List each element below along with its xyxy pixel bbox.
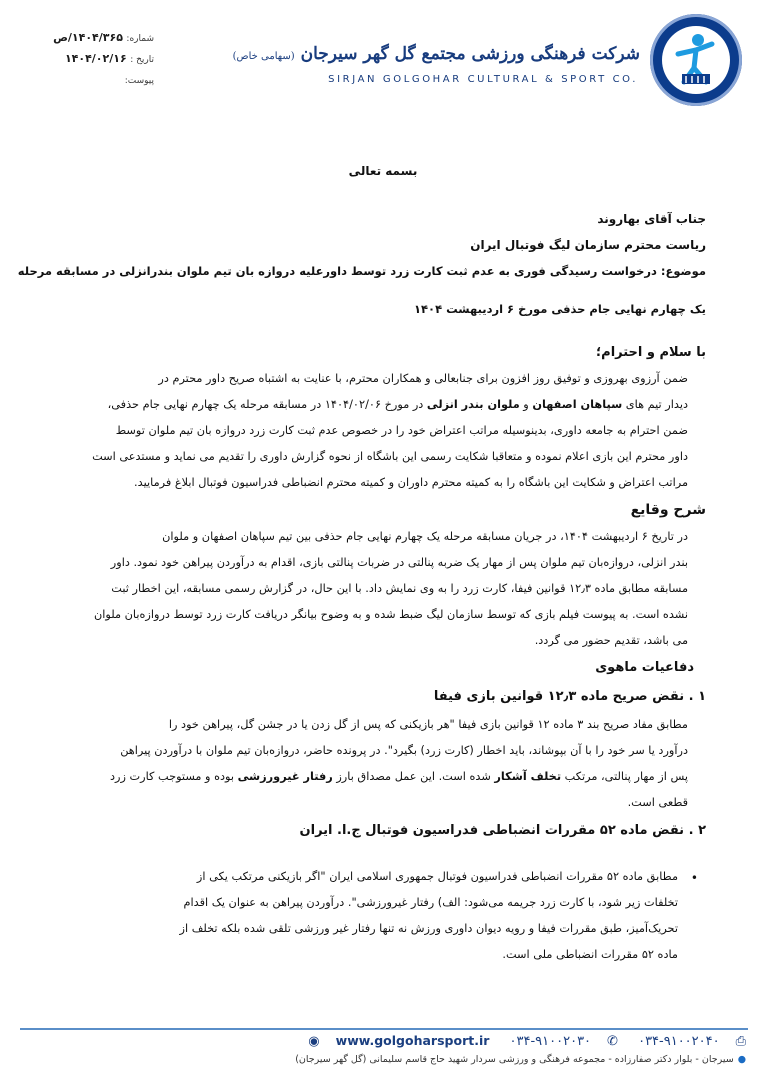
bullet-icon: •: [690, 871, 698, 885]
company-type: (سهامی خاص): [232, 51, 295, 62]
intro-line-4: داور محترم این بازی اعلام نموده و متعاقبا شکایت رسمی این باشگاه از نحوه گزارش داوری را تقدیم می نماید و مستدعی است: [92, 450, 688, 463]
point1-line-4: قطعی است.: [627, 796, 688, 809]
point2-heading: ۲ . نقض ماده ۵۲ مقررات انضباطی فدراسیون فوتبال ج.ا. ایران: [299, 823, 706, 838]
defense-heading: دفاعیات ماهوی: [595, 660, 694, 675]
recipient-name: جناب آقای بهاروند: [597, 212, 706, 226]
point2-line-3: تحریک‌آمیز، طبق مقررات فیفا و رویه دیوان داوری ورزش نه تنها رفتار غیر ورزشی تلقی شده بلکه تخلف از: [179, 922, 678, 935]
point2-line-1: مطابق ماده ۵۲ مقررات انضباطی فدراسیون فوتبال جمهوری اسلامی ایران "اگر بازیکنی مرتکب یکی از: [196, 870, 678, 883]
athlete-logo-icon: [668, 30, 724, 90]
events-line-5: می باشد، تقدیم حضور می گردد.: [534, 634, 688, 647]
subject-line-2: یک چهارم نهایی جام حذفی مورخ ۶ اردیبهشت ۱۴۰۴: [414, 302, 706, 316]
point1-line-3: پس از مهار پنالتی، مرتکب تخلف آشکار شده است. این عمل مصداق بارز رفتار غیرورزشی بوده و مستوجب کارت زرد: [109, 770, 688, 783]
intro-line-5: مراتب اعتراض و شکایت این باشگاه را به کمیته محترم داوران و کمیته محترم انضباطی فدراسیون فوتبال ابلاغ فرمایید.: [134, 476, 688, 489]
fax-icon: ⎙: [735, 1034, 746, 1049]
letter-body: [17, 158, 706, 968]
events-line-3: مسابقه مطابق ماده ۱۲٫۳ قوانین فیفا، کارت زرد را به وی نمایش داد. با این حال، در گزارش رسمی مسابقه، این اخطار ثبت: [111, 582, 688, 595]
company-name-en: SIRJAN GOLGOHAR CULTURAL & SPORT CO.: [328, 74, 638, 85]
ref-attachment-label: پیوست:: [124, 76, 154, 86]
events-line-4: نشده است. به پیوست فیلم بازی که توسط سازمان لیگ ضبط شده و به وضوح بیانگر دریافت کارت زرد توسط دروازه‌بان ملوان: [93, 608, 688, 621]
footer-divider: [20, 1028, 748, 1030]
greeting: با سلام و احترام؛: [595, 345, 706, 360]
company-name-fa-text: شرکت فرهنگی ورزشی مجتمع گل گهر سیرجان: [300, 44, 640, 64]
events-line-2: بندر انزلی، دروازه‌بان تیم ملوان پس از مهار یک ضربه پنالتی در ضربات پنالتی بازی، اقدام به درآوردن پیراهن خود نمود. داور: [110, 556, 688, 569]
events-heading: شرح وقایع: [630, 502, 706, 518]
intro-paragraph: [60, 366, 706, 496]
footer-contacts: [286, 1033, 746, 1053]
point1-heading: ۱ . نقض صریح ماده ۱۲٫۳ قوانین بازی فیفا: [433, 689, 706, 704]
team-malavan: ملوان بندر انزلی: [426, 398, 520, 411]
club-logo: [650, 14, 742, 106]
point1-line-2: درآورد یا سر خود را با آن بپوشاند، باید اخطار (کارت زرد) بگیرد". در پرونده حاضر، دروازه‌بان تیم ملوان با درآوردن پیراهن: [120, 744, 688, 757]
intro-line-1: ضمن آرزوی بهروزی و توفیق روز افزون برای جنابعالی و همکاران محترم، با عنایت به اشتباه صریح داور محترم در: [158, 372, 688, 385]
reference-block: [24, 28, 154, 91]
intro-line-2: دیدار تیم های سپاهان اصفهان و ملوان بندر انزلی در مورخ ۱۴۰۴/۰۲/۰۶ در مسابقه مرحله یک چهارم نهایی جام حذفی،: [107, 398, 688, 411]
clear-violation: تخلف آشکار: [494, 770, 562, 783]
point1-line-1: مطابق مفاد صریح بند ۳ ماده ۱۲ قوانین بازی فیفا "هر بازیکنی که پس از گل زدن یا در جشن گل، پیراهن خود را: [168, 718, 688, 731]
team-sepahan: سپاهان اصفهان: [532, 398, 623, 411]
ref-number-label: شماره:: [126, 34, 154, 44]
unsporting-behavior: رفتار غیرورزشی: [237, 770, 333, 783]
recipient-title: ریاست محترم سازمان لیگ فوتبال ایران: [470, 238, 706, 252]
footer-phone-2: ۰۳۴-۹۱۰۰۲۰۴۰: [638, 1034, 720, 1049]
subject-line-1: موضوع: درخواست رسیدگی فوری به عدم ثبت کارت زرد توسط داورعلیه دروازه بان تیم ملوان بندرانزلی در مسابقه مرحله: [17, 264, 706, 278]
point1-paragraph: [60, 712, 706, 816]
ref-attachment-row: [24, 70, 154, 91]
phone-icon: ✆: [607, 1034, 618, 1049]
company-name-fa: [233, 44, 640, 64]
point2-line-2: تخلفات زیر شود، با کارت زرد جریمه می‌شود: الف) رفتار غیرورزشی". درآوردن پیراهن به عنوان یک اقدام: [183, 896, 678, 909]
footer-address-row: [256, 1054, 746, 1072]
globe-icon: ◉: [308, 1034, 320, 1049]
footer-phone-1: ۰۳۴-۹۱۰۰۲۰۳۰: [509, 1034, 592, 1049]
ref-number-value: ۱۴۰۴/۳۶۵/ص: [53, 31, 123, 44]
basmala: بسمه تعالی: [348, 164, 418, 178]
ref-number-row: [24, 28, 154, 49]
point2-line-4: ماده ۵۲ مقررات انضباطی ملی است.: [502, 948, 678, 961]
point2-bullet-item: [60, 864, 706, 968]
ref-date-value: ۱۴۰۴/۰۲/۱۶: [64, 52, 127, 65]
location-pin-icon: ●: [737, 1054, 746, 1065]
intro-line-3: ضمن احترام به جامعه داوری، بدینوسیله مراتب اعتراض خود را در خصوص عدم ثبت کارت زرد دروازه بان تیم ملوان توسط: [115, 424, 688, 437]
ref-date-row: [24, 49, 154, 70]
footer-website[interactable]: www.golgoharsport.ir: [335, 1033, 490, 1048]
events-line-1: در تاریخ ۶ اردیبهشت ۱۴۰۴، در جریان مسابقه مرحله یک چهارم نهایی جام حذفی بین تیم سپاهان اصفهان و ملوان: [162, 530, 688, 543]
ref-date-label: تاریخ :: [130, 55, 154, 65]
events-paragraph: [60, 524, 706, 654]
footer-address: سیرجان - بلوار دکتر صفارزاده - مجموعه فرهنگی و ورزشی سردار شهید حاج قاسم سلیمانی (گل گهر سیرجان): [295, 1054, 734, 1065]
